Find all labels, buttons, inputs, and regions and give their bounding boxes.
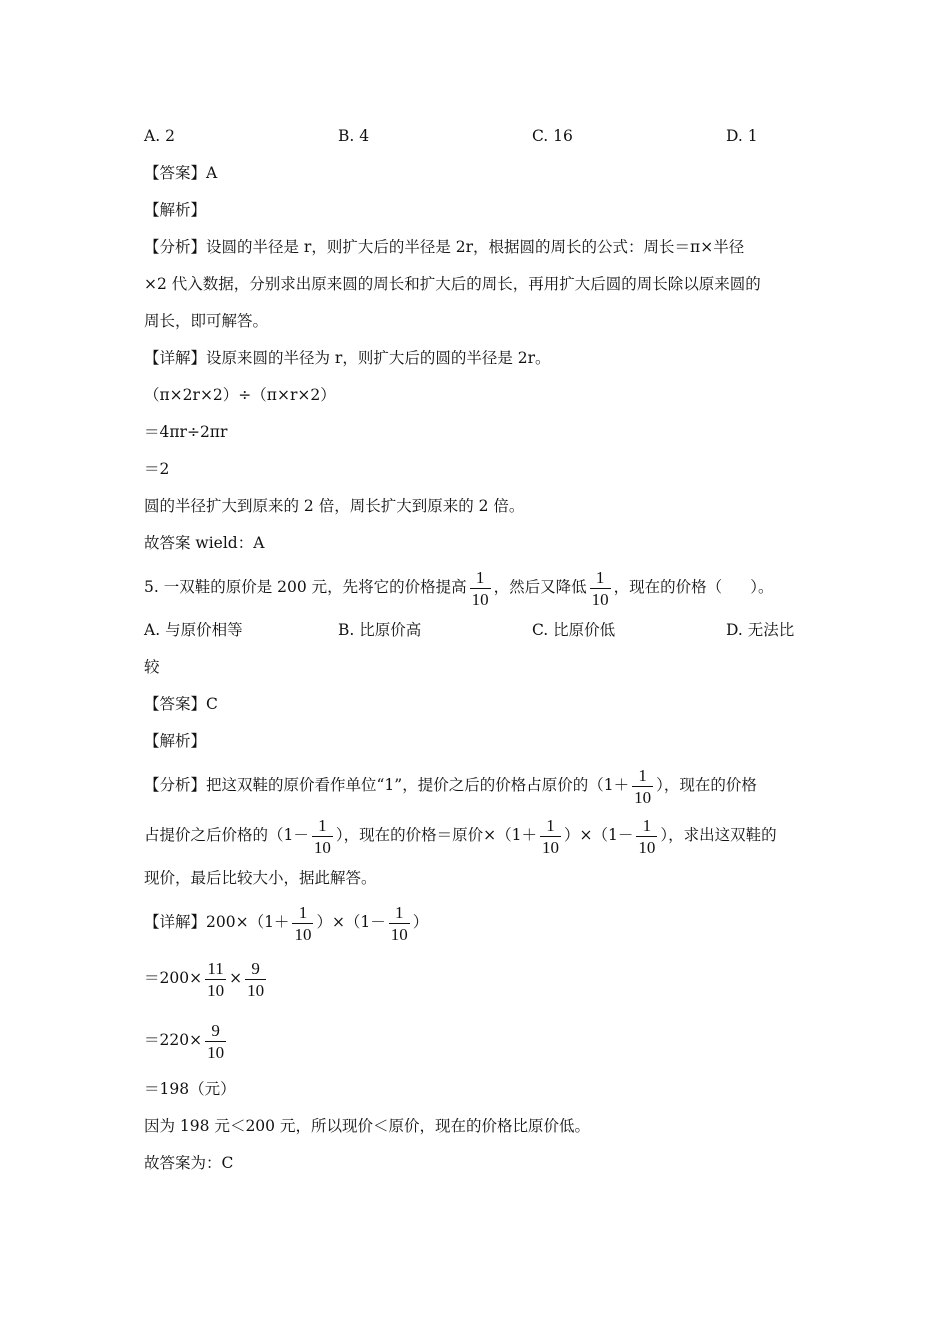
- option-text: 与原价相等: [165, 621, 243, 639]
- text: 【分析】把这双鞋的原价看作单位“1”，提价之后的价格占原价的（1＋: [144, 776, 630, 794]
- q4-final-answer: 故答案 wield：A: [144, 534, 265, 552]
- option-label: A.: [144, 621, 161, 639]
- option-text: 16: [553, 127, 573, 145]
- q5-option-d: [726, 612, 794, 649]
- q4-detail-line: ＝4πr÷2πr: [144, 423, 228, 441]
- q4-detail-line: （π×2r×2）÷（π×r×2）: [144, 386, 336, 404]
- q5-stem-text: 5. 一双鞋的原价是 200 元，先将它的价格提高: [144, 578, 467, 596]
- fraction-one-tenth: [636, 817, 657, 856]
- q5-detail-line: [144, 1009, 812, 1071]
- q5-answer: 【答案】C: [144, 695, 218, 713]
- option-text: 比原价低: [553, 621, 616, 639]
- q4-option-d: [726, 118, 758, 155]
- fraction-numerator: 1: [475, 567, 485, 587]
- fraction-nine-tenths: [245, 960, 266, 999]
- q5-option-c: [532, 612, 726, 649]
- text: ×: [229, 969, 243, 987]
- option-text: 4: [359, 127, 370, 145]
- fraction-denominator: 10: [247, 980, 265, 1000]
- fraction-one-tenth: [312, 817, 333, 856]
- q5-stem-text: ，现在的价格（: [613, 578, 723, 596]
- option-label: B.: [338, 127, 355, 145]
- q4-answer: 【答案】A: [144, 164, 218, 182]
- q5-stem-text: ，然后又降低: [493, 578, 587, 596]
- fraction-denominator: 10: [471, 589, 489, 609]
- option-text: 比原价高: [359, 621, 422, 639]
- q5-options: [144, 612, 812, 649]
- q5-option-wrap: 较: [144, 658, 160, 676]
- option-label: C.: [532, 621, 549, 639]
- fraction-denominator: 10: [390, 924, 408, 944]
- fraction-nine-tenths: [205, 1022, 226, 1061]
- q5-analysis-line: [144, 760, 812, 810]
- text: ＝200×: [144, 969, 203, 987]
- q5-stem: [144, 562, 812, 612]
- fraction-one-tenth: [590, 569, 611, 608]
- fraction-one-tenth: [632, 767, 653, 806]
- text: ）: [412, 913, 429, 931]
- fraction-numerator: 11: [207, 958, 224, 978]
- q5-option-a: [144, 612, 338, 649]
- fraction-numerator: 1: [298, 902, 308, 922]
- q5-detail-line: [144, 947, 812, 1009]
- q4-detail-line: ＝2: [144, 460, 170, 478]
- q5-detail-line: 因为 198 元＜200 元，所以现价＜原价，现在的价格比原价低。: [144, 1117, 590, 1135]
- fraction-denominator: 10: [638, 837, 656, 857]
- option-label: B.: [338, 621, 355, 639]
- q5-stem-text: ）。: [750, 578, 774, 596]
- text: ）×（1－: [563, 826, 634, 844]
- fraction-denominator: 10: [634, 787, 652, 807]
- text: 【详解】200×（1＋: [144, 913, 290, 931]
- q5-option-b: [338, 612, 532, 649]
- fraction-one-tenth: [470, 569, 491, 608]
- q4-option-b: [338, 118, 532, 155]
- text: 占提价之后价格的（1－: [144, 826, 309, 844]
- q4-analysis-line: 周长，即可解答。: [144, 312, 269, 330]
- text: ），现在的价格: [656, 776, 757, 794]
- q4-analysis-line: ×2 代入数据，分别求出原来圆的周长和扩大后的周长，再用扩大后圆的周长除以原来圆的: [144, 275, 761, 293]
- fraction-numerator: 1: [595, 567, 605, 587]
- q4-option-a: [144, 118, 338, 155]
- q4-options: [144, 118, 812, 155]
- fraction-denominator: 10: [313, 837, 331, 857]
- q4-detail-line: 【详解】设原来圆的半径为 r，则扩大后的圆的半径是 2r。: [144, 349, 551, 367]
- fraction-eleven-tenths: [205, 960, 226, 999]
- fraction-numerator: 1: [318, 815, 327, 835]
- text: ）×（1－: [316, 913, 386, 931]
- fraction-denominator: 10: [207, 1042, 225, 1062]
- q5-detail-line: [144, 897, 812, 947]
- q5-analysis-title: 【解析】: [144, 732, 207, 750]
- q5-final-answer: 故答案为：C: [144, 1154, 234, 1172]
- option-label: A.: [144, 127, 161, 145]
- option-label: D.: [726, 127, 743, 145]
- option-label: C.: [532, 127, 549, 145]
- text: ），现在的价格＝原价×（1＋: [335, 826, 537, 844]
- q5-analysis-line: [144, 810, 812, 860]
- q5-analysis-line: 现价，最后比较大小，据此解答。: [144, 869, 377, 887]
- option-label: D.: [726, 621, 743, 639]
- fraction-numerator: 1: [642, 815, 652, 835]
- fraction-numerator: 1: [395, 902, 404, 922]
- q4-analysis-line: 【分析】设圆的半径是 r，则扩大后的半径是 2r，根据圆的周长的公式：周长＝π×半径: [144, 238, 745, 256]
- fraction-denominator: 10: [207, 980, 225, 1000]
- fraction-numerator: 9: [211, 1020, 220, 1040]
- text: ＝220×: [144, 1031, 203, 1049]
- fraction-denominator: 10: [541, 837, 559, 857]
- fraction-one-tenth: [292, 904, 313, 943]
- text: ），求出这双鞋的: [660, 826, 777, 844]
- option-text: 1: [747, 127, 758, 145]
- q4-option-c: [532, 118, 726, 155]
- q4-detail-line: 圆的半径扩大到原来的 2 倍，周长扩大到原来的 2 倍。: [144, 497, 525, 515]
- document-content: [144, 118, 812, 1182]
- fraction-numerator: 9: [251, 958, 260, 978]
- q4-analysis-title: 【解析】: [144, 201, 207, 219]
- q5-detail-line: ＝198（元）: [144, 1080, 236, 1098]
- fraction-one-tenth: [540, 817, 561, 856]
- fraction-one-tenth: [389, 904, 410, 943]
- option-text: 2: [165, 127, 175, 145]
- fraction-numerator: 1: [546, 815, 555, 835]
- fraction-denominator: 10: [294, 924, 312, 944]
- option-text: 无法比: [747, 621, 795, 639]
- fraction-numerator: 1: [638, 765, 647, 785]
- fraction-denominator: 10: [591, 589, 609, 609]
